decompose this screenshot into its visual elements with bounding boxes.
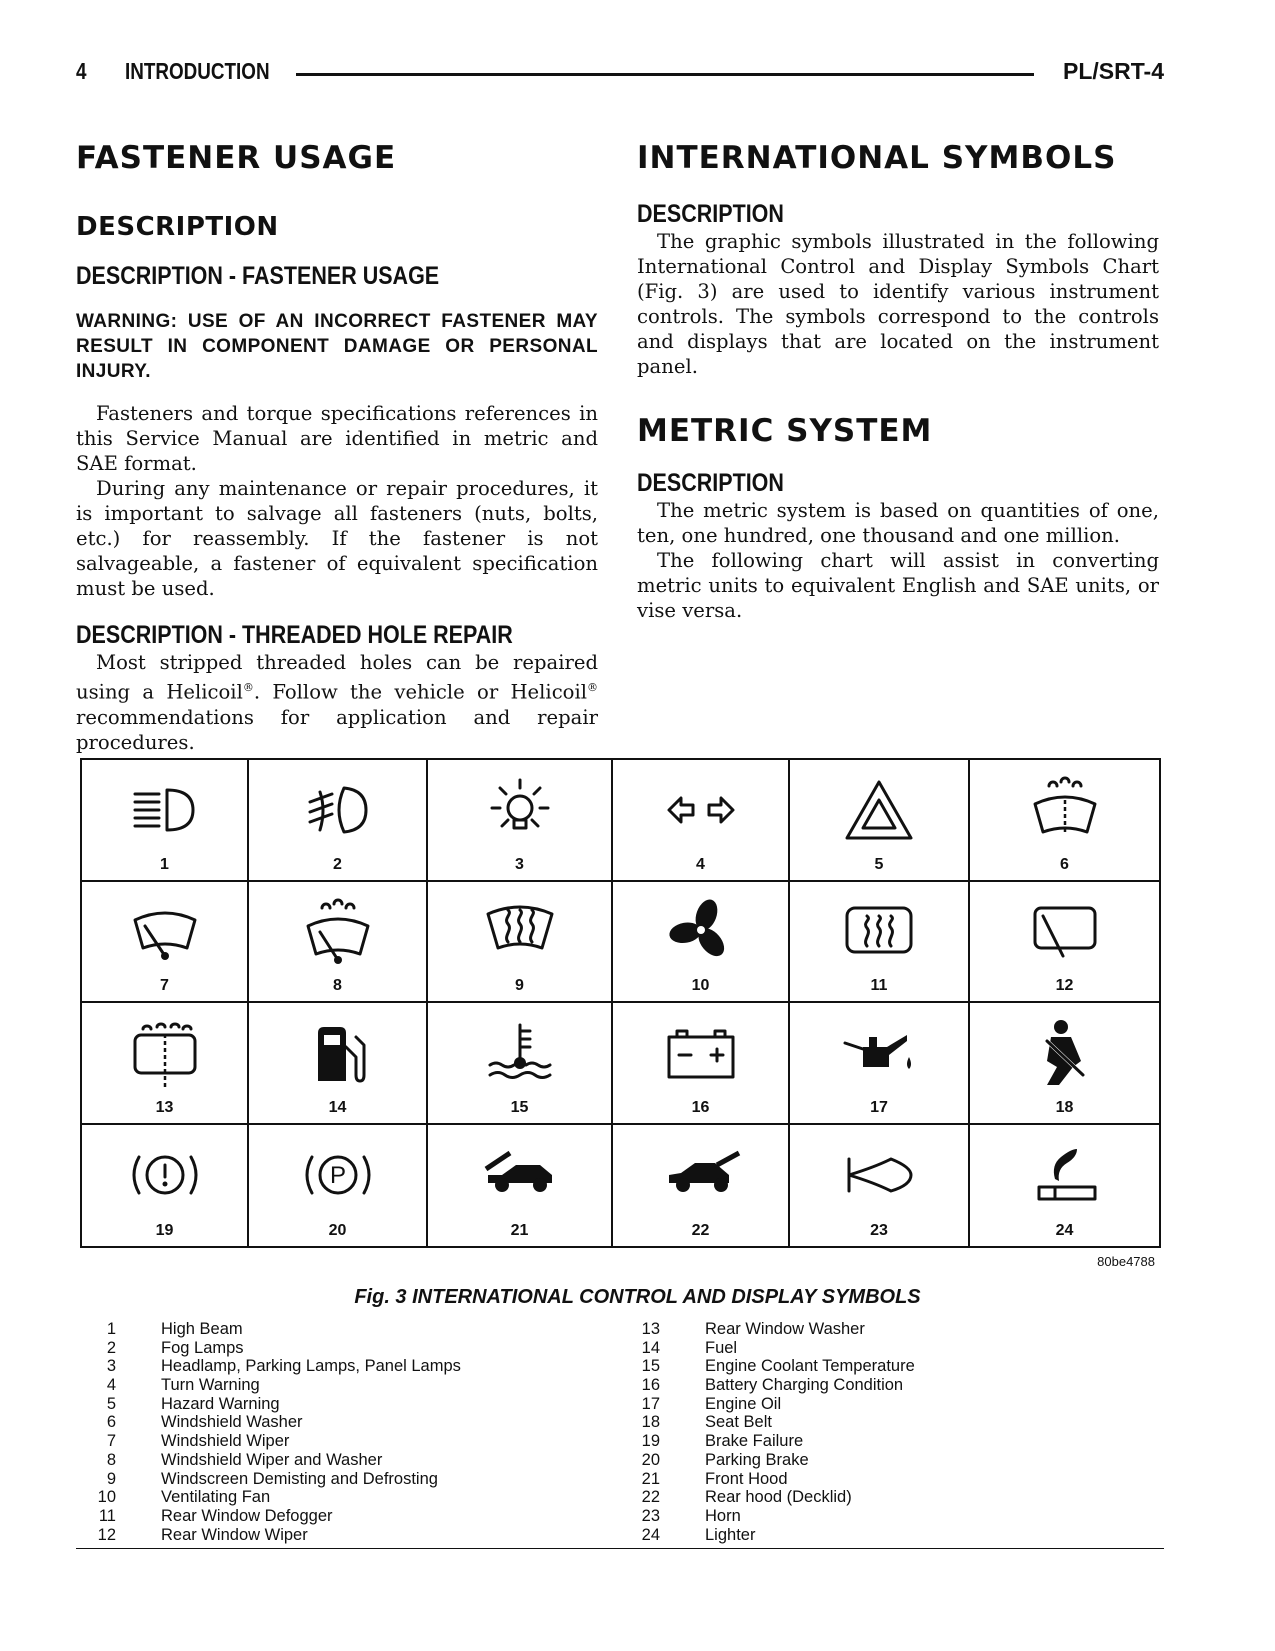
legend-label: Ventilating Fan <box>161 1488 271 1507</box>
legend-number: 2 <box>106 1338 116 1357</box>
legend-item <box>620 1432 915 1451</box>
right-column <box>637 140 1159 623</box>
symbol-number: 16 <box>691 1098 710 1116</box>
symbol-cell-12 <box>970 882 1159 1004</box>
legend-item <box>76 1339 461 1358</box>
symbol-number: 7 <box>160 977 169 994</box>
legend-label: Headlamp, Parking Lamps, Panel Lamps <box>161 1357 461 1376</box>
legend-item <box>76 1413 461 1432</box>
section-title: INTRODUCTION <box>125 58 270 84</box>
legend-number: 9 <box>106 1469 116 1488</box>
symbol-number: 11 <box>870 977 888 994</box>
symbol-cell-1 <box>82 760 249 882</box>
legend-label: Turn Warning <box>161 1376 260 1395</box>
symbol-number: 17 <box>870 1098 888 1116</box>
windshield-washer-icon <box>1025 774 1105 846</box>
symbol-number: 10 <box>691 977 710 994</box>
legend-item <box>76 1451 461 1470</box>
legend-right <box>620 1320 915 1544</box>
international-symbols-title: INTERNATIONAL SYMBOLS <box>637 140 1117 176</box>
figure-code: 80be4788 <box>1097 1254 1155 1269</box>
symbol-cell-6 <box>970 760 1159 882</box>
oil-can-icon <box>839 1017 919 1089</box>
legend-label: Horn <box>705 1506 741 1525</box>
legend-label: Rear hood (Decklid) <box>705 1488 852 1507</box>
symbol-cell-19 <box>82 1125 249 1247</box>
metric-description-heading: DESCRIPTION <box>637 469 784 497</box>
symbols-chart <box>80 758 1161 1248</box>
legend-number: 17 <box>641 1394 660 1413</box>
symbol-number: 23 <box>870 1222 888 1239</box>
symbol-number: 18 <box>1055 1098 1074 1116</box>
legend-label: Lighter <box>705 1525 756 1544</box>
legend-item <box>620 1526 915 1545</box>
legend-number: 4 <box>106 1376 116 1395</box>
symbols-description-heading: DESCRIPTION <box>637 200 784 228</box>
symbol-number: 2 <box>333 855 342 873</box>
legend-label: Engine Oil <box>705 1394 782 1413</box>
symbol-number: 15 <box>510 1098 529 1116</box>
legend-label: Rear Window Defogger <box>161 1506 333 1525</box>
front-hood-icon <box>480 1139 560 1211</box>
fastener-paragraph-2: During any maintenance or repair procedures, it is important to salvage all fasteners (nuts, bolts, etc.) for reassembly. If the fastener is not salvageable, a fastener of equivalent specification must be used. <box>76 477 598 600</box>
fan-icon <box>661 896 741 968</box>
symbol-number: 12 <box>1055 977 1074 994</box>
symbol-cell-15 <box>428 1003 613 1125</box>
fastener-paragraph-1: Fasteners and torque specifications references in this Service Manual are identified in metric and SAE format. <box>76 402 598 475</box>
symbol-cell-20 <box>249 1125 428 1247</box>
legend-label: Seat Belt <box>705 1413 772 1432</box>
hazard-triangle-icon <box>839 774 919 846</box>
threaded-hole-heading: DESCRIPTION - THREADED HOLE REPAIR <box>76 621 513 649</box>
legend-label: Rear Window Wiper <box>161 1525 308 1544</box>
turn-arrows-icon <box>661 774 741 846</box>
legend-number: 16 <box>641 1376 660 1395</box>
legend-item <box>620 1451 915 1470</box>
symbol-number: 20 <box>328 1222 347 1239</box>
legend-item <box>76 1470 461 1489</box>
legend-label: Windshield Washer <box>161 1413 303 1432</box>
legend-label: Fuel <box>705 1338 738 1357</box>
symbol-cell-21 <box>428 1125 613 1247</box>
legend-number: 11 <box>98 1506 116 1525</box>
svg-text:P: P <box>329 1161 346 1189</box>
warning-text: WARNING: USE OF AN INCORRECT FASTENER MAY RESULT IN COMPONENT DAMAGE OR PERSONAL INJURY. <box>76 311 598 382</box>
legend-item <box>620 1413 915 1432</box>
legend-number: 15 <box>641 1357 660 1376</box>
legend-number: 20 <box>641 1450 660 1469</box>
page-header <box>76 58 1164 88</box>
symbols-paragraph: The graphic symbols illustrated in the following International Control and Display Symbols Chart (Fig. 3) are used to identify various instrument controls. The symbols correspond to the controls and displays that are located on the instrument panel. <box>637 230 1159 378</box>
fog-lamp-icon <box>298 774 378 846</box>
legend-label: Windshield Wiper <box>161 1432 290 1451</box>
legend-number: 12 <box>97 1525 116 1544</box>
legend-number: 10 <box>97 1488 116 1507</box>
legend-label: High Beam <box>161 1320 243 1338</box>
symbol-cell-5 <box>790 760 970 882</box>
symbol-number: 3 <box>515 855 524 873</box>
symbol-cell-2 <box>249 760 428 882</box>
parking-brake-icon <box>298 1139 378 1211</box>
lighter-icon <box>1025 1139 1105 1211</box>
rear-hood-icon <box>661 1139 741 1211</box>
legend-label: Brake Failure <box>705 1432 804 1451</box>
symbol-cell-11 <box>790 882 970 1004</box>
symbol-cell-18 <box>970 1003 1159 1125</box>
legend-item <box>620 1320 915 1339</box>
battery-icon <box>661 1017 741 1089</box>
symbol-number: 9 <box>515 977 524 994</box>
rear-washer-icon <box>125 1017 205 1089</box>
symbol-cell-24 <box>970 1125 1159 1247</box>
legend-item <box>620 1357 915 1376</box>
legend-label: Windscreen Demisting and Defrosting <box>161 1469 438 1488</box>
legend-item <box>76 1376 461 1395</box>
symbol-number: 13 <box>155 1098 174 1116</box>
high-beam-icon <box>125 774 205 846</box>
symbol-cell-3 <box>428 760 613 882</box>
wiper-washer-icon <box>298 896 378 968</box>
legend-number: 24 <box>641 1525 660 1544</box>
legend-number: 19 <box>641 1432 660 1451</box>
legend-label: Fog Lamps <box>161 1338 244 1357</box>
symbol-cell-4 <box>613 760 790 882</box>
threaded-hole-paragraph: Most stripped threaded holes can be repaired using a Helicoil®. Follow the vehicle or Helicoil® recommendations for application and repair procedures. <box>76 651 598 754</box>
legend-number: 21 <box>641 1469 660 1488</box>
symbol-cell-17 <box>790 1003 970 1125</box>
legend-label: Rear Window Washer <box>705 1320 865 1338</box>
legend-item <box>76 1320 461 1339</box>
legend-item <box>76 1488 461 1507</box>
legend-item <box>76 1432 461 1451</box>
windscreen-defrost-icon <box>480 896 560 968</box>
symbol-number: 21 <box>510 1222 529 1239</box>
legend-left <box>76 1320 461 1544</box>
header-rule <box>296 73 1034 76</box>
metric-paragraph-2: The following chart will assist in converting metric units to equivalent English and SAE units, or vise versa. <box>637 549 1159 622</box>
legend-item <box>620 1507 915 1526</box>
legend-number: 14 <box>641 1338 660 1357</box>
symbol-cell-8 <box>249 882 428 1004</box>
description-heading: DESCRIPTION <box>76 212 279 242</box>
legend-item <box>620 1339 915 1358</box>
symbol-number: 22 <box>691 1222 710 1239</box>
legend-item <box>76 1526 461 1545</box>
symbol-number: 8 <box>333 977 342 994</box>
coolant-temp-icon <box>480 1017 560 1089</box>
legend-number: 8 <box>106 1450 116 1469</box>
page-number: 4 <box>76 58 87 84</box>
legend-label: Parking Brake <box>705 1450 809 1469</box>
legend-item <box>76 1357 461 1376</box>
headlamp-icon <box>480 774 560 846</box>
model-code: PL/SRT-4 <box>1063 58 1164 84</box>
legend-number: 23 <box>641 1506 660 1525</box>
legend-number: 5 <box>106 1394 116 1413</box>
windshield-wiper-icon <box>125 896 205 968</box>
fastener-usage-title: FASTENER USAGE <box>76 140 397 176</box>
legend-item <box>76 1507 461 1526</box>
symbol-cell-14 <box>249 1003 428 1125</box>
rear-wiper-icon <box>1025 896 1105 968</box>
legend-label: Front Hood <box>705 1469 788 1488</box>
legend-item <box>620 1488 915 1507</box>
symbol-cell-16 <box>613 1003 790 1125</box>
legend-number: 13 <box>641 1320 660 1338</box>
horn-icon <box>839 1139 919 1211</box>
symbol-number: 24 <box>1055 1222 1074 1239</box>
fuel-pump-icon <box>298 1017 378 1089</box>
legend-number: 7 <box>106 1432 116 1451</box>
legend-item <box>620 1376 915 1395</box>
left-column <box>76 140 598 755</box>
symbol-number: 4 <box>696 855 705 873</box>
legend-item <box>76 1395 461 1414</box>
fastener-usage-heading: DESCRIPTION - FASTENER USAGE <box>76 262 440 290</box>
symbol-cell-10 <box>613 882 790 1004</box>
bottom-rule <box>76 1548 1164 1549</box>
symbol-number: 5 <box>874 855 884 873</box>
legend-label: Battery Charging Condition <box>705 1376 904 1395</box>
symbol-cell-22 <box>613 1125 790 1247</box>
legend-number: 3 <box>106 1357 116 1376</box>
symbol-number: 1 <box>160 855 169 873</box>
symbol-number: 6 <box>1060 855 1069 873</box>
legend-label: Windshield Wiper and Washer <box>161 1450 383 1469</box>
symbol-cell-23 <box>790 1125 970 1247</box>
symbol-cell-7 <box>82 882 249 1004</box>
legend-label: Engine Coolant Temperature <box>705 1357 915 1376</box>
metric-system-title: METRIC SYSTEM <box>637 413 933 449</box>
figure-caption: Fig. 3 INTERNATIONAL CONTROL AND DISPLAY SYMBOLS <box>354 1286 921 1308</box>
symbol-number: 14 <box>328 1098 347 1116</box>
brake-failure-icon <box>125 1139 205 1211</box>
legend-item <box>620 1470 915 1489</box>
legend-number: 6 <box>106 1413 116 1432</box>
symbol-cell-13 <box>82 1003 249 1125</box>
legend-label: Hazard Warning <box>161 1394 280 1413</box>
legend-item <box>620 1395 915 1414</box>
symbol-number: 19 <box>155 1222 174 1239</box>
rear-defogger-icon <box>839 896 919 968</box>
legend-number: 1 <box>106 1320 116 1338</box>
symbol-cell-9 <box>428 882 613 1004</box>
legend-number: 22 <box>641 1488 660 1507</box>
legend-number: 18 <box>641 1413 660 1432</box>
seat-belt-icon <box>1025 1017 1105 1089</box>
metric-paragraph-1: The metric system is based on quantities of one, ten, one hundred, one thousand and one million. <box>637 499 1159 547</box>
